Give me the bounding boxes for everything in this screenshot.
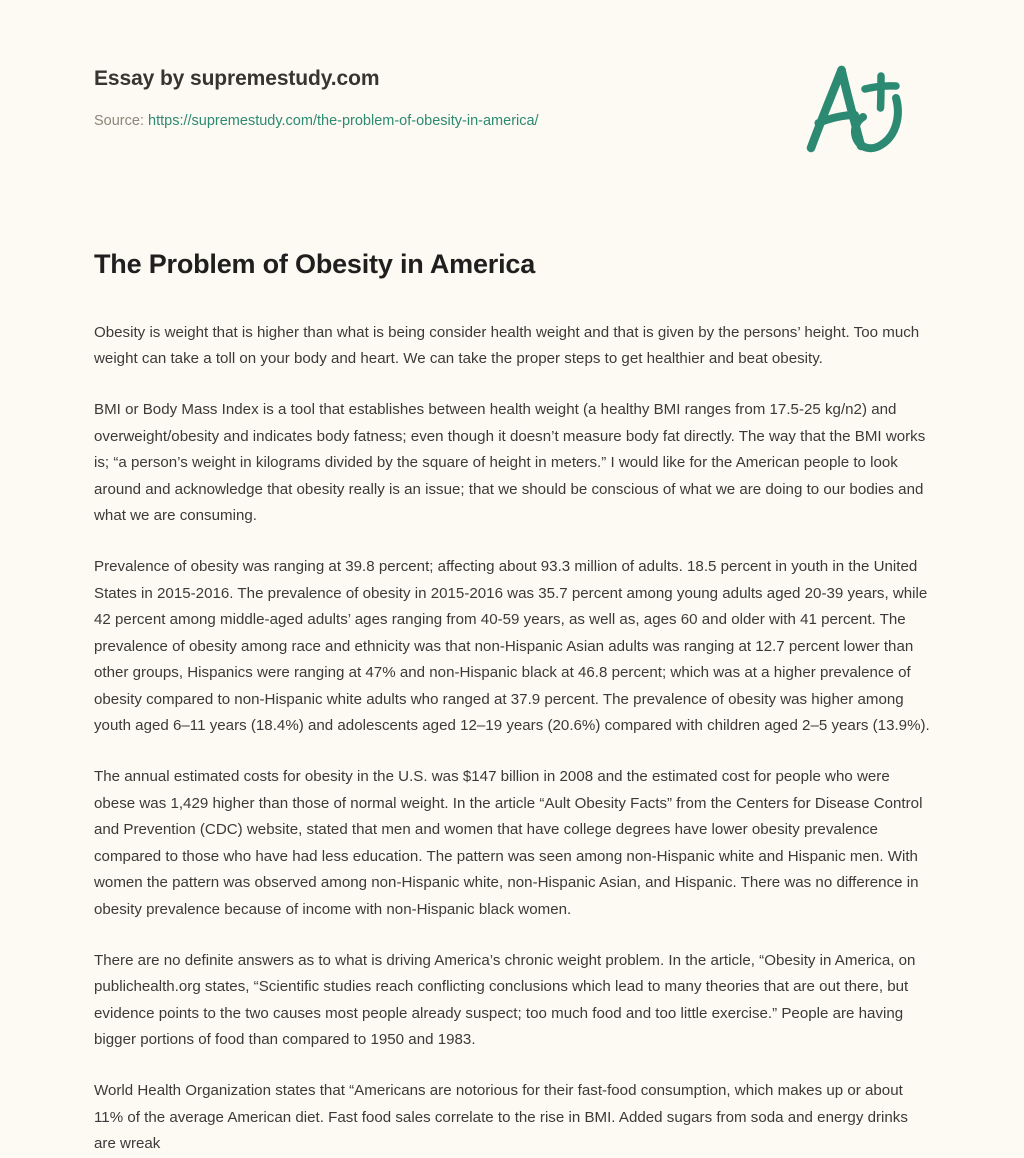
- paragraph: Prevalence of obesity was ranging at 39.8 percent; affecting about 93.3 million of adults. 18.5 percent in youth in the United States in 2015-2016. The prevalence of obesity in 2015-2016 was 35.7 percent among young adults aged 20-39 years, while 42 percent among middle-aged adults’ ages ranging from 40-59 years, as well as, ages 60 and older with 41 percent. The prevalence of obesity among race and ethnicity was that non-Hispanic Asian adults was ranging at 12.7 percent lower than other groups, Hispanics were ranging at 47% and non-Hispanic black at 46.8 percent; which was at a higher prevalence of obesity compared to non-Hispanic white adults who ranged at 37.9 percent. The prevalence of obesity was higher among youth aged 6–11 years (18.4%) and adolescents aged 12–19 years (20.6%) compared with children aged 2–5 years (13.9%).: [94, 557, 930, 735]
- paragraph: World Health Organization states that “Americans are notorious for their fast-food consumption, which makes up or about 11% of the average American diet. Fast food sales correlate to the rise in BMI. Added sugars from soda and energy drinks are wreak: [94, 1082, 908, 1153]
- paragraph: The annual estimated costs for obesity in the U.S. was $147 billion in 2008 and the estimated cost for people who were obese was 1,429 higher than those of normal weight. In the article “Ault Obesity Facts” from the Centers for Disease Control and Prevention (CDC) website, stated that men and women that have college degrees have lower obesity prevalence compared to those who have had less education. The pattern was seen among non-Hispanic white and Hispanic men. With women the pattern was observed among non-Hispanic white, non-Hispanic Asian, and Hispanic. There was no difference in obesity prevalence because of income with non-Hispanic black women.: [94, 768, 923, 919]
- document-header: [0, 0, 1024, 200]
- a-plus-handwritten-logo-icon[interactable]: [797, 60, 917, 165]
- paragraph: There are no definite answers as to what is driving America’s chronic weight problem. In the article, “Obesity in America, on publichealth.org states, “Scientific studies reach conflicting conclusions which lead to many theories that are out there, but evidence points to the two causes most people already suspect; too much food and too little exercise.” People are having bigger portions of food than compared to 1950 and 1983.: [94, 951, 916, 1049]
- header-text-block: [94, 66, 539, 131]
- article-body: [94, 320, 932, 1158]
- paragraph: BMI or Body Mass Index is a tool that establishes between health weight (a healthy BMI ranges from 17.5-25 kg/n2) and overweight/obesity and indicates body fatness; even though it doesn’t measure body fat directly. The way that the BMI works is; “a person’s weight in kilograms divided by the square of height in meters.” I would like for the American people to look around and acknowledge that obesity really is an issue; that we should be conscious of what we are doing to our bodies and what we are consuming.: [94, 400, 926, 525]
- source-line: [94, 112, 539, 131]
- paragraph: Obesity is weight that is higher than what is being consider health weight and that is given by the persons’ height. Too much weight can take a toll on your body and heart. We can take the proper steps to get healthier and beat obesity.: [94, 323, 920, 368]
- source-label: Source:: [94, 113, 144, 130]
- article: [94, 248, 932, 1158]
- site-title: Essay by supremestudy.com: [94, 67, 380, 90]
- source-url-link[interactable]: https://supremestudy.com/the-problem-of-obesity-in-america/: [148, 113, 539, 130]
- page-title: The Problem of Obesity in America: [94, 249, 536, 279]
- header-inner: [94, 66, 949, 165]
